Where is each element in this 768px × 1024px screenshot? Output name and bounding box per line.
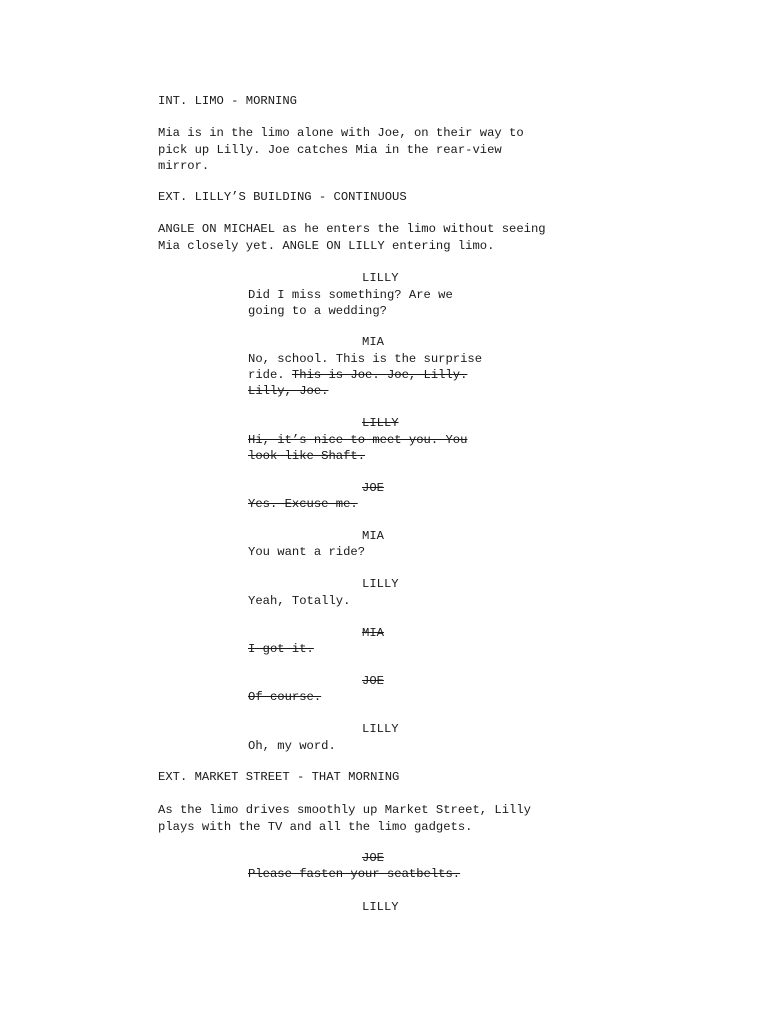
character-name: LILLY bbox=[362, 722, 399, 736]
action-line: pick up Lilly. Joe catches Mia in the rear-view bbox=[158, 143, 502, 157]
struck-character-name: JOE bbox=[362, 851, 384, 865]
struck-dialogue-line: Please fasten your seatbelts. bbox=[248, 867, 461, 881]
struck-character-name: JOE bbox=[362, 674, 384, 688]
character-name: LILLY bbox=[362, 577, 399, 591]
character-name: MIA bbox=[362, 335, 384, 349]
struck-dialogue-line: look like Shaft. bbox=[248, 449, 366, 463]
character-name: LILLY bbox=[362, 900, 399, 914]
struck-character-name: LILLY bbox=[362, 416, 399, 430]
action-line: Mia closely yet. ANGLE ON LILLY entering limo. bbox=[158, 239, 495, 253]
struck-dialogue-line: Yes. Excuse me. bbox=[248, 497, 358, 511]
action-line: Mia is in the limo alone with Joe, on their way to bbox=[158, 126, 524, 140]
action-line: As the limo drives smoothly up Market Street, Lilly bbox=[158, 803, 531, 817]
scene-heading: EXT. LILLY’S BUILDING - CONTINUOUS bbox=[158, 190, 407, 204]
struck-dialogue-line: I got it. bbox=[248, 642, 314, 656]
dialogue-line: Oh, my word. bbox=[248, 739, 336, 753]
scene-heading: EXT. MARKET STREET - THAT MORNING bbox=[158, 770, 400, 784]
struck-dialogue-line: Lilly, Joe. bbox=[248, 384, 329, 398]
struck-dialogue-line: Of course. bbox=[248, 690, 322, 704]
action-line: ANGLE ON MICHAEL as he enters the limo without seeing bbox=[158, 222, 546, 236]
dialogue-line: No, school. This is the surprise bbox=[248, 352, 483, 366]
scene-heading: INT. LIMO - MORNING bbox=[158, 94, 297, 108]
character-name: MIA bbox=[362, 529, 384, 543]
dialogue-line: going to a wedding? bbox=[248, 304, 387, 318]
struck-dialogue-text: This is Joe. Joe, Lilly. bbox=[291, 368, 468, 382]
struck-character-name: JOE bbox=[362, 481, 384, 495]
action-line: plays with the TV and all the limo gadgets. bbox=[158, 820, 473, 834]
dialogue-line: Yeah, Totally. bbox=[248, 594, 351, 608]
dialogue-line: You want a ride? bbox=[248, 545, 366, 559]
action-line: mirror. bbox=[158, 159, 210, 173]
character-name: LILLY bbox=[362, 271, 399, 285]
dialogue-line bbox=[248, 367, 467, 383]
dialogue-text: ride. bbox=[248, 368, 292, 382]
struck-character-name: MIA bbox=[362, 626, 384, 640]
struck-dialogue-line: Hi, it’s nice to meet you. You bbox=[248, 433, 468, 447]
dialogue-line: Did I miss something? Are we bbox=[248, 288, 453, 302]
